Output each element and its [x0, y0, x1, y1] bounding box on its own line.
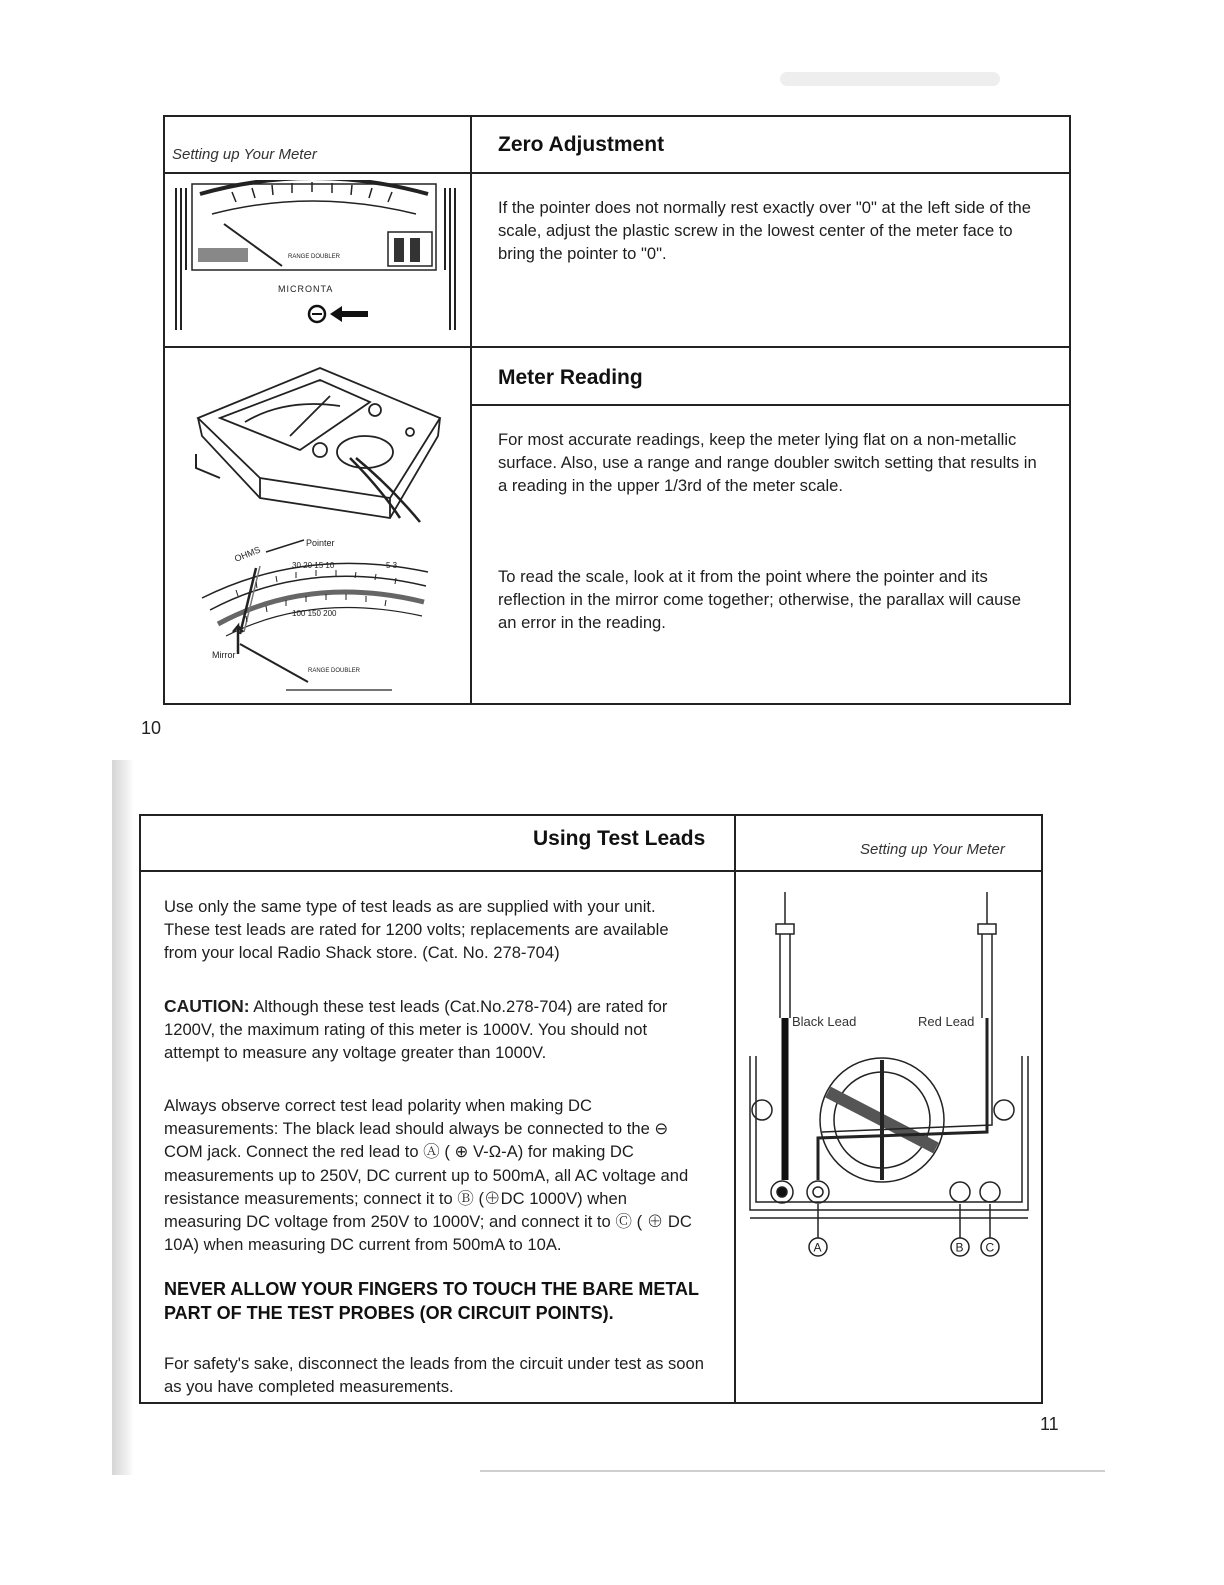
caution-paragraph — [164, 995, 704, 1065]
jack-c-callout — [981, 1238, 999, 1256]
section-label: Setting up Your Meter — [860, 841, 1005, 858]
jack-b-callout — [951, 1238, 969, 1256]
table-border — [139, 870, 1043, 872]
table-border — [139, 814, 141, 1404]
meter-reading-para1: For most accurate readings, keep the meter lying flat on a non-metallic surface. Also, use a range and range doubler switch setting that results in a reading in the upper 1/3rd of the meter scale. — [498, 430, 1037, 496]
meter-flat-figure — [190, 358, 450, 528]
table-border — [163, 346, 1071, 348]
arrow-icon — [330, 306, 368, 322]
range-doubler-label: RANGE DOUBLER — [308, 668, 361, 674]
test-leads-para1: Use only the same type of test leads as are supplied with your unit. These test leads are rated for 1200 volts; replacements are available from your local Radio Shack store. (Cat. No. 278-704) — [164, 897, 669, 963]
test-leads-figure — [742, 880, 1036, 1280]
ohms-label: OHMS — [233, 544, 262, 564]
table-border — [139, 1402, 1043, 1404]
scan-smudge — [780, 72, 1000, 86]
table-border — [734, 814, 736, 1404]
caution-label: CAUTION: — [164, 996, 250, 1016]
polarity-paragraph: Always observe correct test lead polarity when making DC measurements: The black lead should always be connected to the ⊖ COM jack. Connect the red lead to Ⓐ ( ⊕ V-Ω-A) for making DC measurements up to 250V, DC current up to 500mA, all AC voltage and resistance measurements; connect it to Ⓑ (⊕DC 1000V) when measuring DC voltage from 250V to 1000V; and connect it to Ⓒ ( ⊕ DC 10A) when measuring DC current from 500mA to 10A. — [164, 1096, 692, 1255]
zero-adjust-figure — [172, 180, 464, 340]
black-lead-label: Black Lead — [792, 1014, 857, 1029]
table-border — [1041, 814, 1043, 1404]
table-border — [470, 404, 1071, 406]
jack-a-callout — [809, 1238, 827, 1256]
pointer-label: Pointer — [306, 538, 335, 548]
caution-text: Although these test leads (Cat.No.278-704) are rated for 1200V, the maximum rating of this meter is 1000V. You should not attempt to measure any voltage greater than 1000V. — [164, 997, 668, 1063]
page-binding-shadow — [112, 760, 134, 1475]
safety-warning: NEVER ALLOW YOUR FINGERS TO TOUCH THE BARE METAL PART OF THE TEST PROBES (OR CIRCUIT POINTS). — [164, 1279, 699, 1323]
svg-text:5 3: 5 3 — [386, 561, 398, 570]
table-border — [163, 703, 1071, 705]
page-bottom-edge — [480, 1470, 1105, 1472]
table-border — [139, 814, 1043, 816]
range-doubler-label: RANGE DOUBLER — [288, 254, 341, 260]
brand-label: MICRONTA — [278, 284, 334, 294]
table-border — [470, 115, 472, 705]
mirror-label: Mirror — [212, 650, 236, 660]
table-border — [163, 115, 1071, 117]
table-border — [1069, 115, 1071, 705]
jack-a-label: A — [813, 1240, 822, 1255]
red-lead-label: Red Lead — [918, 1014, 975, 1029]
table-border — [163, 172, 1071, 174]
jack-b-label: B — [955, 1240, 964, 1255]
svg-text:30 20 15 10: 30 20 15 10 — [292, 561, 335, 570]
meter-reading-title: Meter Reading — [498, 366, 643, 389]
section-label: Setting up Your Meter — [172, 146, 317, 163]
page-number-10: 10 — [141, 718, 162, 738]
scale-detail-figure — [196, 532, 458, 700]
svg-text:100 150 200: 100 150 200 — [292, 609, 337, 618]
test-leads-para4: For safety's sake, disconnect the leads from the circuit under test as soon as you have completed measurements. — [164, 1354, 704, 1397]
table-border — [163, 115, 165, 705]
meter-reading-para2: To read the scale, look at it from the point where the pointer and its reflection in the mirror come together; otherwise, the parallax will cause an error in the reading. — [498, 567, 1021, 633]
zero-adjustment-title: Zero Adjustment — [498, 133, 665, 156]
page-number-11: 11 — [1040, 1414, 1059, 1434]
jack-c-label: C — [985, 1240, 995, 1255]
zero-adjustment-text: If the pointer does not normally rest exactly over "0" at the left side of the scale, adjust the plastic screw in the lowest center of the meter face to bring the pointer to "0". — [498, 198, 1031, 264]
using-test-leads-title: Using Test Leads — [533, 827, 706, 850]
